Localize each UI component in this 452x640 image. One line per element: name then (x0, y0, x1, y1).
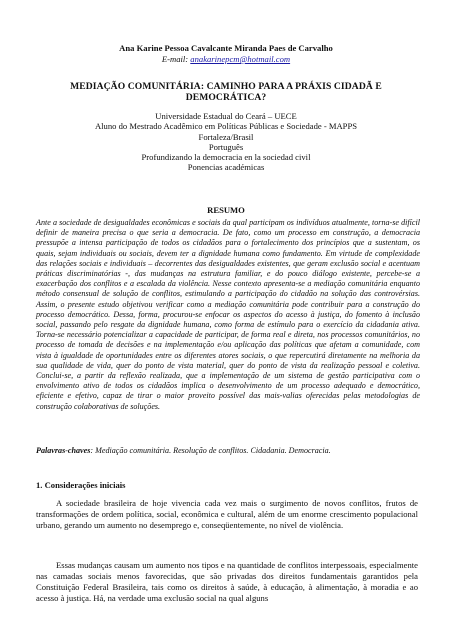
keywords-label: Palavras-chaves (36, 446, 91, 455)
email-link[interactable]: anakarinepcm@hotmail.com (190, 54, 291, 64)
session-type: Ponencias académicas (187, 162, 265, 173)
email-label: E-mail: (161, 54, 191, 64)
affiliation-block (0, 111, 452, 173)
language: Português (208, 141, 244, 152)
body-paragraph-1: A sociedade brasileira de hoje vivencia cada vez mais o surgimento de novos conflitos, frutos de transformações de ordem política, social, econômica e cultural, além de um enorme crescimento populacional urbano, gerando um aumento no desemprego e, conseqüentemente, no nível de violência. (36, 498, 418, 530)
program: Aluno do Mestrado Acadêmico em Políticas Públicas e Sociedade - MAPPS (94, 121, 358, 132)
section-heading: 1. Considerações iniciais (36, 480, 126, 490)
body-paragraph-2: Essas mudanças causam um aumento nos tipos e na quantidade de conflitos interpessoais, especialmente nas camadas sociais menos favorecidas, que são privadas dos direitos fundamentais garantidos pela Constituição Federal Brasileira, tais como os direitos à saúde, à educação, à alimentação, à moradia e ao acesso à justiça. Há, na verdade uma exclusão social na qual alguns (36, 560, 418, 603)
abstract-heading: RESUMO (207, 205, 245, 215)
author-name: Ana Karine Pessoa Cavalcante Miranda Paes de Carvalho (119, 43, 333, 53)
email-line (0, 54, 452, 64)
location: Fortaleza/Brasil (198, 131, 254, 142)
theme: Profundizando la democracia en la sociedad civil (141, 152, 311, 163)
keywords-line (36, 446, 420, 456)
abstract-text: Ante a sociedade de desigualdades econômicas e sociais da qual participam os indivíduos atualmente, torna-se difícil definir de maneira precisa o que seria a democracia. De fato, como um processo em construção, a democracia pressupõe a intensa participação de todos os cidadãos para o fortalecimento dos princípios que a sustentam, os quais, sejam individuais ou sociais, devem ter a dignidade humana como fundamento. Em virtude de complexidade das relações sociais e individuais – decorrentes das desigualdades existentes, que geram exclusão social e acentuam práticas discriminatórias -, das mudanças na estrutura familiar, e do pouco diálogo existente, percebe-se a exacerbação dos conflitos e a escalada da violência. Nesse contexto apresenta-se a mediação comunitária enquanto método consensual de solução de conflitos, estimulando a participação do cidadão na solução das controvérsias. Assim, o presente estudo objetivou verificar como a mediação comunitária pode contribuir para a construção do processo democrático. Dessa, forma, procurou-se enfocar os aspectos do acesso à justiça, do fomento à inclusão social, passando pelo resgate da dignidade humana, como forma de estímulo para o exercício da cidadania ativa. Torna-se necessário potencializar a capacidade de participar, de forma real e direta, nos processos comunitários, no processo de tomada de decisões e na implementação e/ou aplicação das políticas que afetam a comunidade, com vista à igualdade de oportunidades entre os diferentes atores sociais, o que repercutirá diretamente na melhoria da sua qualidade de vida, quer do ponto de vista material, quer do ponto de vista da realização pessoal e coletiva. Conclui-se, a partir da reflexão realizada, que a implementação de um sistema de gestão participativa com o envolvimento ativo de todos os cidadãos implica o desenvolvimento de um processo adequado e democrático, eficiente e efetivo, capaz de tirar o maior proveito possível das mais-valias oferecidas pelas metodologias de construção colaborativas de soluções. (36, 218, 420, 411)
paper-title: MEDIAÇÃO COMUNITÁRIA: CAMINHO PARA A PRÁXIS CIDADÃ E DEMOCRÁTICA? (70, 81, 382, 104)
keywords-values: : Mediação comunitária. Resolução de conflitos. Cidadania. Democracia. (90, 446, 331, 455)
university: Universidade Estadual do Ceará – UECE (155, 111, 297, 121)
